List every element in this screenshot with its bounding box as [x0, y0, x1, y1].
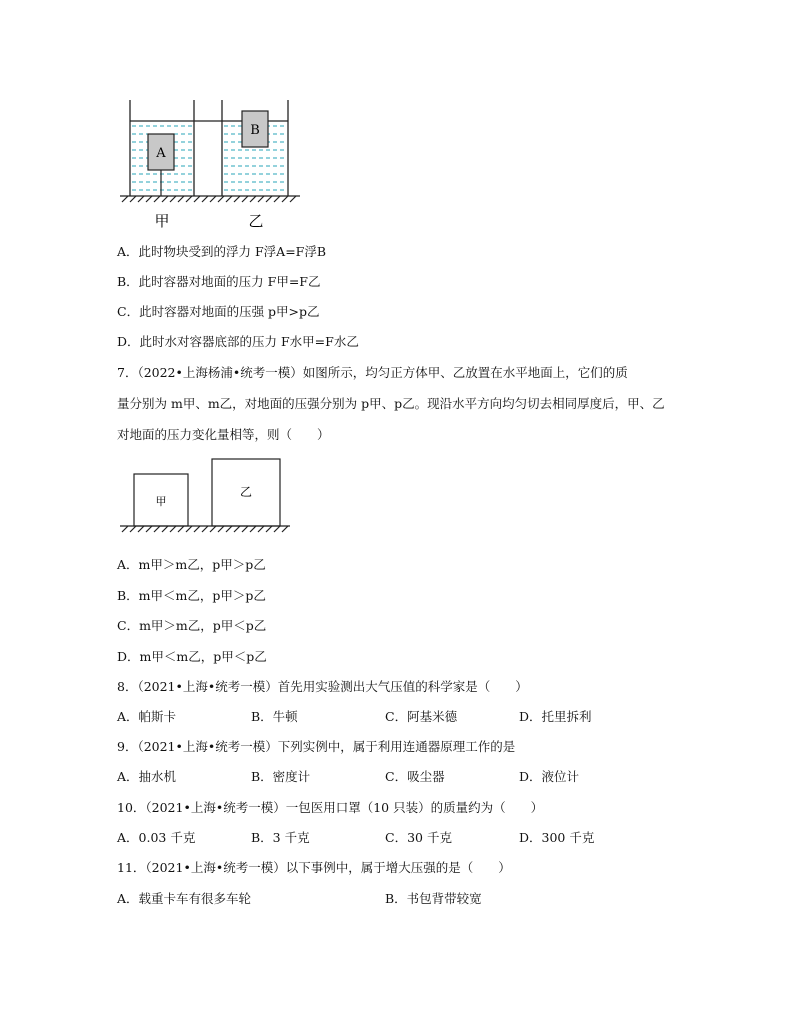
q7-stem-line1: 7．（2022•上海杨浦•统考一模）如图所示，均匀正方体甲、乙放置在水平地面上，它们的质	[117, 365, 628, 380]
q10-option-b: B．3 千克	[251, 830, 310, 845]
q11-stem: 11．（2021•上海•统考一模）以下事例中，属于增大压强的是（ ）	[117, 860, 511, 875]
q7-stem-line2: 量分别为 m甲、m乙，对地面的压强分别为 p甲、p乙。现沿水平方向均匀切去相同厚度后，甲、乙	[117, 396, 665, 411]
q6-option-b: B．此时容器对地面的压力 F甲=F乙	[117, 274, 321, 289]
q7-option-b: B．m甲＜m乙，p甲＞p乙	[117, 588, 266, 603]
figure1-label-right: 乙	[248, 212, 264, 230]
q7-option-c: C．m甲＞m乙，p甲＜p乙	[117, 618, 267, 633]
q7-stem-line3: 对地面的压力变化量相等，则（ ）	[117, 427, 330, 442]
q9-option-d: D．液位计	[519, 769, 580, 784]
figure-containers	[110, 96, 310, 236]
figure-cubes	[118, 456, 298, 536]
cube-yi-label: 乙	[239, 485, 253, 499]
cube-jia-label: 甲	[155, 495, 167, 508]
q8-option-a: A．帕斯卡	[117, 709, 177, 724]
ground-2	[120, 526, 290, 532]
q9-option-c: C．吸尘器	[385, 769, 445, 784]
q8-option-b: B．牛顿	[251, 709, 298, 724]
q9-stem: 9．（2021•上海•统考一模）下列实例中，属于利用连通器原理工作的是	[117, 739, 516, 754]
q10-option-d: D．300 千克	[519, 830, 595, 845]
q11-option-b: B．书包背带较宽	[385, 891, 482, 906]
q6-option-a: A．此时物块受到的浮力 F浮A=F浮B	[117, 244, 327, 259]
q10-option-c: C．30 千克	[385, 830, 452, 845]
q11-option-a: A．载重卡车有很多车轮	[117, 891, 252, 906]
q10-stem: 10．（2021•上海•统考一模）一包医用口罩（10 只装）的质量约为（ ）	[117, 800, 544, 815]
q7-option-a: A．m甲＞m乙，p甲＞p乙	[117, 557, 266, 572]
q7-option-d: D．m甲＜m乙，p甲＜p乙	[117, 649, 267, 664]
q10-option-a: A．0.03 千克	[117, 830, 196, 845]
block-b-label: B	[250, 123, 260, 138]
figure1-label-left: 甲	[154, 212, 170, 230]
q8-option-c: C．阿基米德	[385, 709, 458, 724]
q6-option-c: C．此时容器对地面的压强 p甲>p乙	[117, 304, 320, 319]
q9-option-a: A．抽水机	[117, 769, 177, 784]
q8-stem: 8．（2021•上海•统考一模）首先用实验测出大气压值的科学家是（ ）	[117, 679, 528, 694]
q6-option-d: D．此时水对容器底部的压力 F水甲=F水乙	[117, 334, 359, 349]
q9-option-b: B．密度计	[251, 769, 311, 784]
q8-option-d: D．托里拆利	[519, 709, 592, 724]
ground-1	[120, 196, 300, 202]
block-a-label: A	[156, 146, 166, 161]
